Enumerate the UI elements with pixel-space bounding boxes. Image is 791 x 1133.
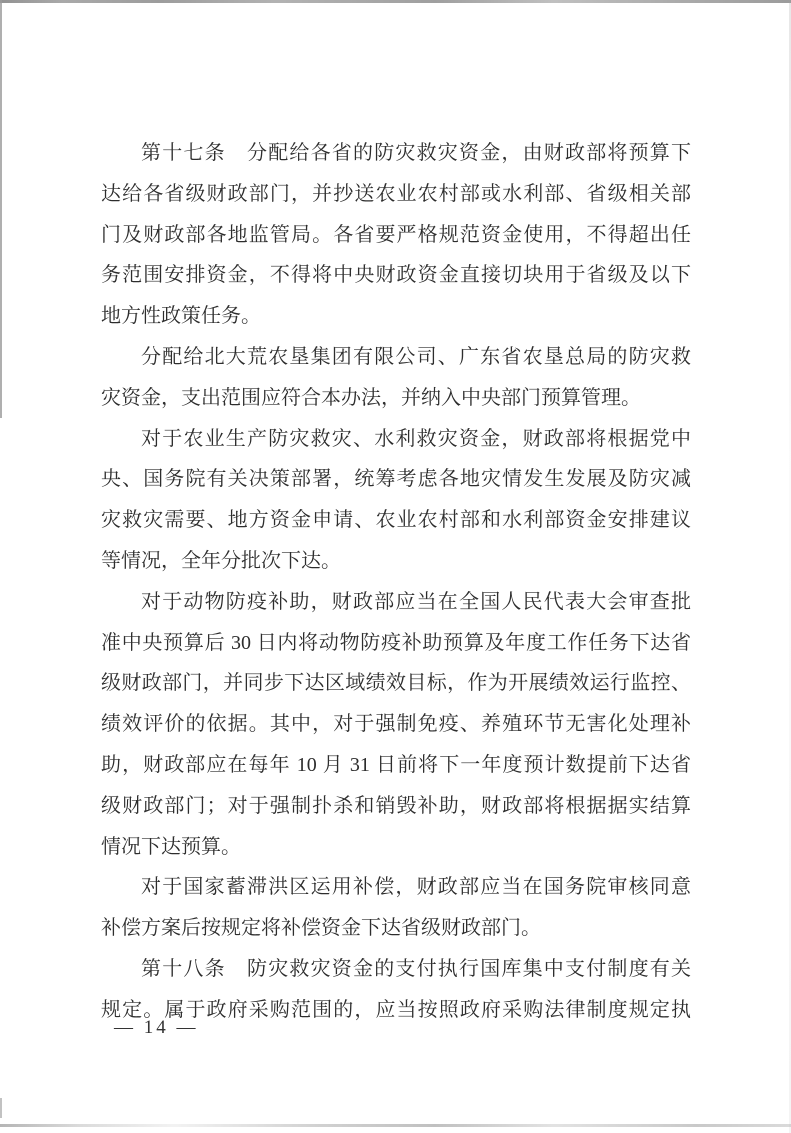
- text-line: 务范围安排资金，不得将中央财政资金直接切块用于省级及以下: [101, 264, 691, 287]
- text-line: 级财政部门；对于强制扑杀和销毁补助，财政部将根据据实结算: [101, 794, 691, 817]
- text-line: 对于动物防疫补助，财政部应当在全国人民代表大会审查批: [141, 590, 691, 613]
- text-line: 分配给北大荒农垦集团有限公司、广东省农垦总局的防灾救: [141, 345, 691, 368]
- document-body: [101, 133, 691, 1031]
- text-line: 对于国家蓄滞洪区运用补偿，财政部应当在国务院审核同意: [141, 876, 691, 899]
- scan-edge-left-bottom: [0, 1098, 2, 1118]
- text-line: 灾资金，支出范围应符合本办法，并纳入中央部门预算管理。: [101, 386, 641, 409]
- text-line: 地方性政策任务。: [101, 305, 261, 328]
- text-line: 灾救灾需要、地方资金申请、农业农村部和水利部资金安排建议: [101, 509, 691, 532]
- text-line: 级财政部门，并同步下达区域绩效目标，作为开展绩效运行监控、: [101, 672, 691, 695]
- text-line: 规定。属于政府采购范围的，应当按照政府采购法律制度规定执: [101, 998, 691, 1021]
- text-line: 助，财政部应在每年 10 月 31 日前将下一年度预计数提前下达省: [101, 753, 691, 776]
- text-line: 准中央预算后 30 日内将动物防疫补助预算及年度工作任务下达省: [101, 631, 691, 654]
- text-line: 门及财政部各地监管局。各省要严格规范资金使用，不得超出任: [101, 223, 691, 246]
- text-line: 绩效评价的依据。其中，对于强制免疫、养殖环节无害化处理补: [101, 713, 691, 736]
- page-number: — 14 —: [114, 1017, 199, 1038]
- scan-edge-left: [0, 0, 2, 418]
- text-line: 达给各省级财政部门，并抄送农业农村部或水利部、省级相关部: [101, 182, 691, 205]
- text-line: 第十七条 分配给各省的防灾救灾资金，由财政部将预算下: [141, 142, 691, 164]
- text-line: 对于农业生产防灾救灾、水利救灾资金，财政部将根据党中: [141, 427, 691, 450]
- scan-edge-bottom: [0, 1124, 791, 1127]
- text-line: 情况下达预算。: [101, 835, 241, 858]
- scan-edge-top: [0, 0, 791, 3]
- text-line: 第十八条 防灾救灾资金的支付执行国库集中支付制度有关: [141, 957, 691, 980]
- text-line: 补偿方案后按规定将补偿资金下达省级财政部门。: [101, 917, 541, 940]
- text-line: 央、国务院有关决策部署，统筹考虑各地灾情发生发展及防灾减: [101, 468, 691, 491]
- text-line: 等情况，全年分批次下达。: [101, 549, 341, 572]
